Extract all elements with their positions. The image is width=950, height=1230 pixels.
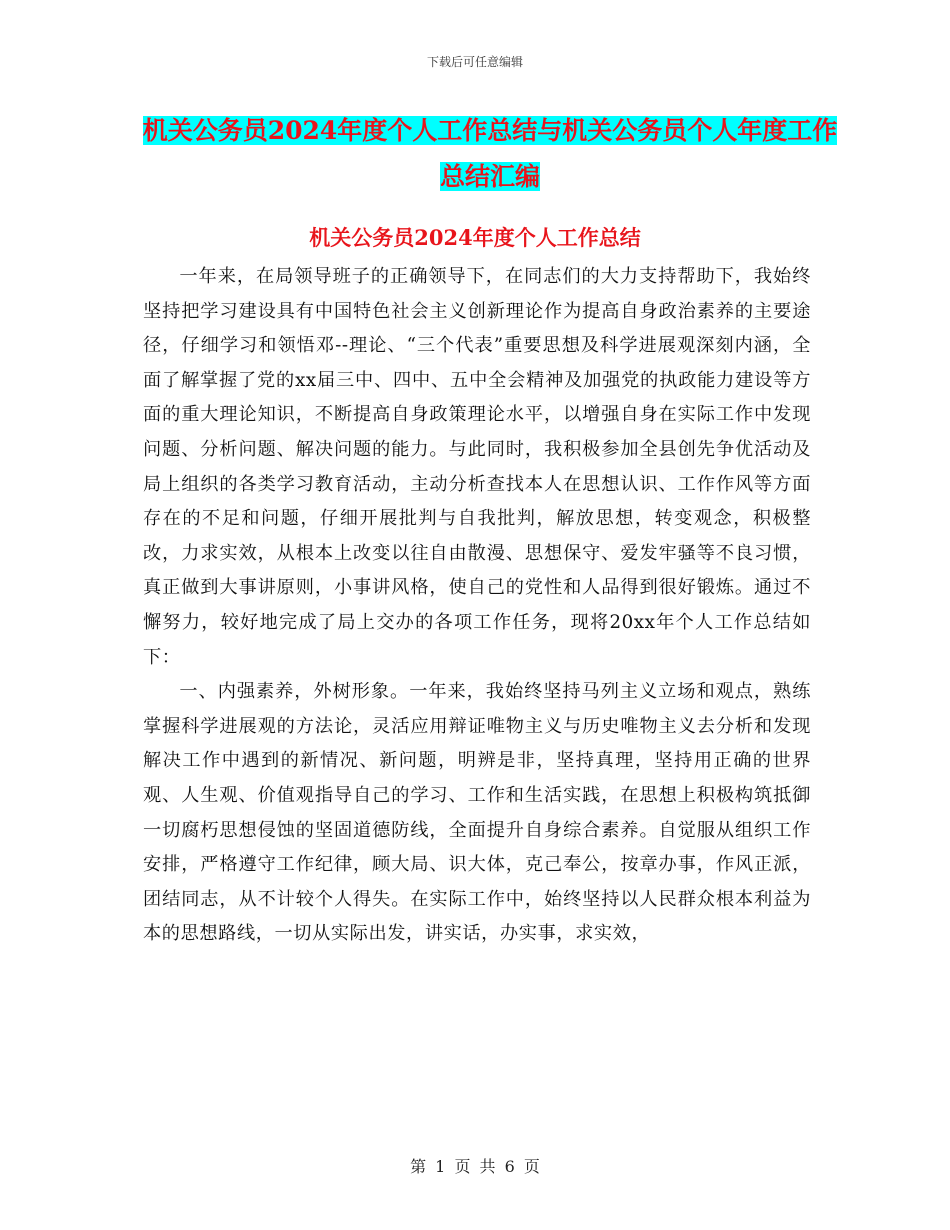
page-number-footer: 第 1 页 共 6 页 (410, 1157, 540, 1176)
document-body (143, 260, 811, 952)
document-title-text: 机关公务员2024年度个人工作总结与机关公务员个人年度工作总结汇编 (142, 116, 838, 191)
paragraph: 一、内强素养，外树形象。一年来，我始终坚持马列主义立场和观点，熟练掌握科学进展观的方法论，灵活应用辩证唯物主义与历史唯物主义去分析和发现解决工作中遇到的新情况、新问题，明辨是非，坚持真理，坚持用正确的世界观、人生观、价值观指导自己的学习、工作和生活实践，在思想上积极构筑抵御一切腐朽思想侵蚀的坚固道德防线，全面提升自身综合素养。自觉服从组织工作安排，严格遵守工作纪律，顾大局、识大体，克己奉公，按章办事，作风正派，团结同志，从不计较个人得失。在实际工作中，始终坚持以人民群众根本利益为本的思想路线，一切从实际出发，讲实话，办实事，求实效， (143, 681, 811, 945)
document-title (140, 108, 840, 200)
header-note: 下载后可任意编辑 (426, 55, 523, 69)
paragraph: 一年来，在局领导班子的正确领导下，在同志们的大力支持帮助下，我始终坚持把学习建设具有中国特色社会主义创新理论作为提高自身政治素养的主要途径，仔细学习和领悟邓--理论、“三个代表”重要思想及科学进展观深刻内涵，全面了解掌握了党的xx届三中、四中、五中全会精神及加强党的执政能力建设等方面的重大理论知识，不断提高自身政策理论水平，以增强自身在实际工作中发现问题、分析问题、解决问题的能力。与此同时，我积极参加全县创先争优活动及局上组织的各类学习教育活动，主动分析查找本人在思想认识、工作作风等方面存在的不足和问题，仔细开展批判与自我批判，解放思想，转变观念，积极整改，力求实效，从根本上改变以往自由散漫、思想保守、爱发牢骚等不良习惯，真正做到大事讲原则，小事讲风格，使自己的党性和人品得到很好锻炼。通过不懈努力，较好地完成了局上交办的各项工作任务，现将20xx年个人工作总结如下： (143, 266, 811, 668)
section-title: 机关公务员2024年度个人工作总结 (309, 225, 641, 250)
